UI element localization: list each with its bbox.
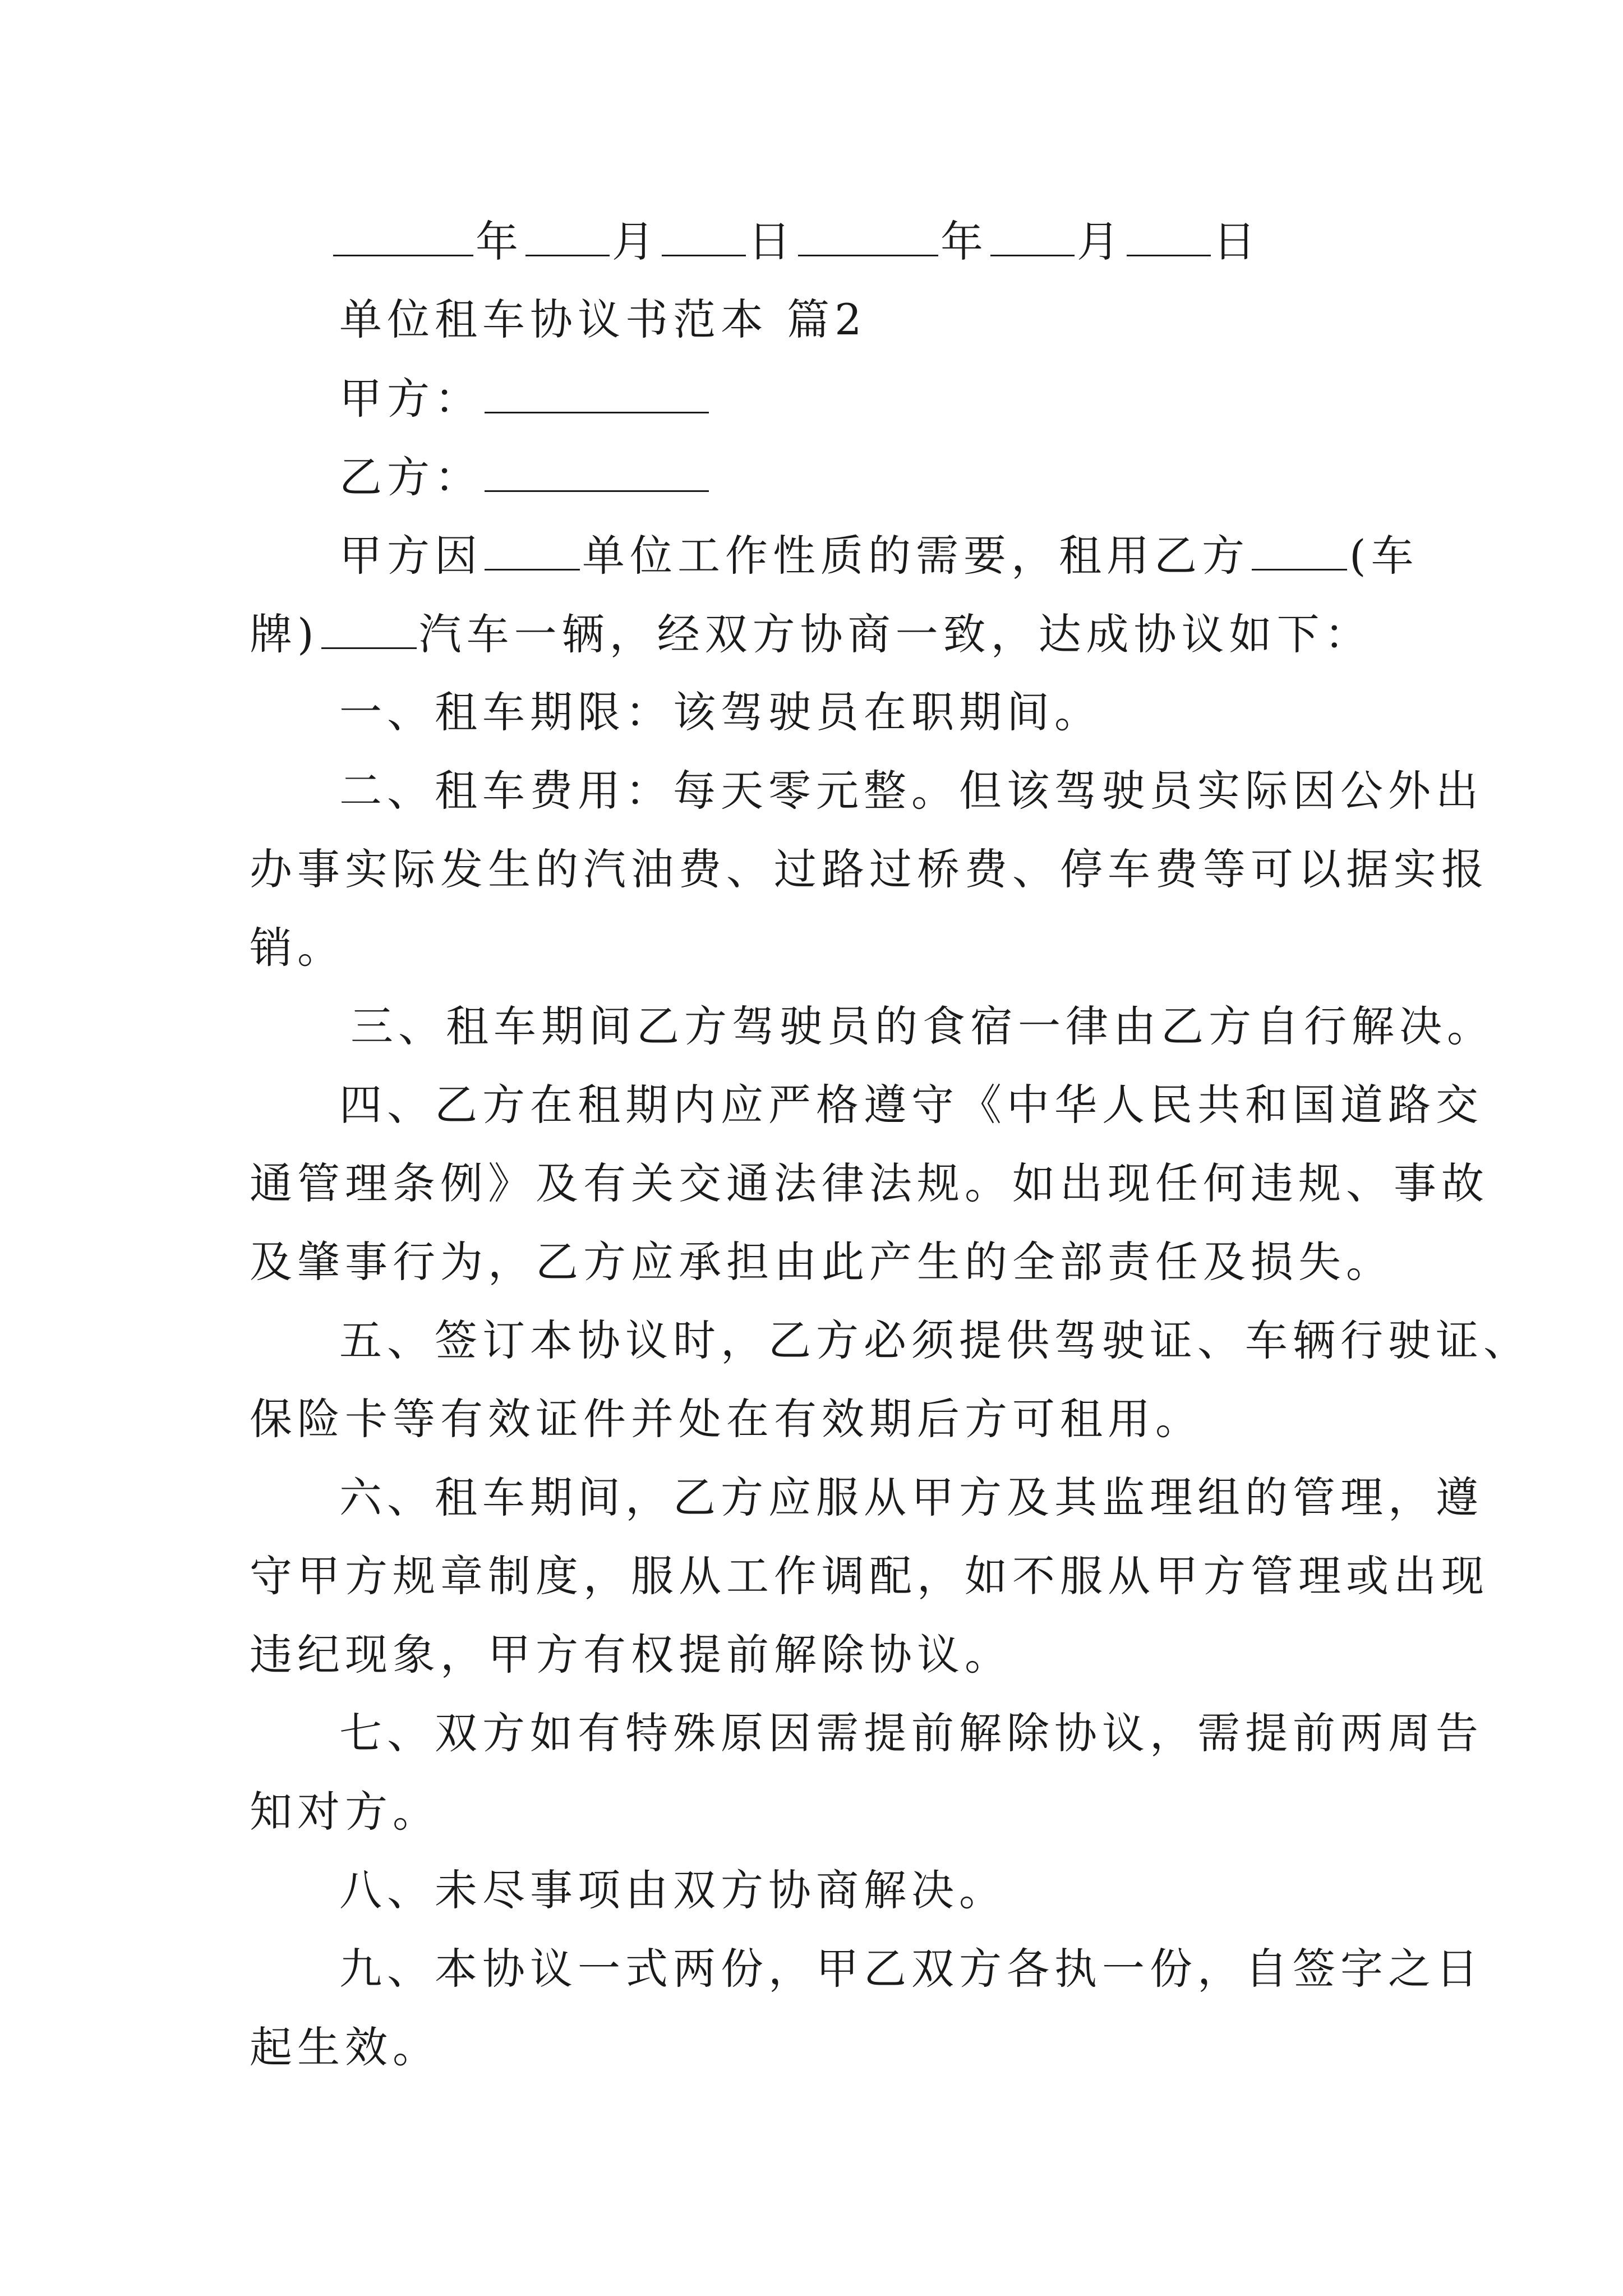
day-blank-1 [662, 220, 746, 256]
clause-6-line-3: 违纪现象，甲方有权提前解除协议。 [250, 1630, 1012, 1680]
clause-4-line-3: 及肇事行为，乙方应承担由此产生的全部责任及损失。 [250, 1237, 1394, 1287]
intro-line-2 [250, 609, 1372, 659]
party-b-label: 乙方： [339, 452, 482, 502]
month-blank-1 [525, 220, 610, 256]
unit-blank [485, 534, 580, 570]
year-blank-2 [798, 220, 938, 256]
clause-2-line-1: 二、租车费用：每天零元整。但该驾驶员实际因公外出 [339, 766, 1483, 816]
clause-4-line-1: 四、乙方在租期内应严格遵守《中华人民共和国道路交 [339, 1080, 1483, 1130]
clause-3-line-1: 三、租车期间乙方驾驶员的食宿一律由乙方自行解决。 [351, 1001, 1495, 1051]
clause-9-line-1: 九、本协议一式两份，甲乙双方各执一份，自签字之日 [339, 1944, 1483, 1994]
clause-6-line-1: 六、租车期间，乙方应服从甲方及其监理组的管理，遵 [339, 1473, 1483, 1522]
month-label-1: 月 [612, 217, 660, 266]
clause-7-line-2: 知对方。 [250, 1787, 440, 1837]
intro-text-5: 汽车一辆，经双方协商一致，达成协议如下： [418, 609, 1372, 659]
clause-2-line-2: 办事实际发生的汽油费、过路过桥费、停车费等可以据实报 [250, 844, 1489, 894]
party-a-blank [485, 377, 709, 413]
intro-text-2: 单位工作性质的需要，租用乙方 [582, 531, 1249, 581]
intro-line-1 [339, 531, 1419, 581]
intro-text-4: 牌) [250, 609, 319, 659]
clause-2-line-3: 销。 [250, 923, 345, 973]
clause-5-line-2: 保险卡等有效证件并处在有效期后方可租用。 [250, 1394, 1203, 1444]
day-blank-2 [1127, 220, 1211, 256]
month-blank-2 [990, 220, 1075, 256]
plate-blank [321, 613, 417, 649]
party-a-line [339, 374, 711, 424]
day-label-2: 日 [1213, 217, 1261, 266]
clause-5-line-1: 五、签订本协议时，乙方必须提供驾驶证、车辆行驶证、 [339, 1315, 1531, 1365]
intro-text-1: 甲方因 [339, 531, 482, 581]
month-label-2: 月 [1077, 217, 1124, 266]
year-label-2: 年 [940, 217, 988, 266]
clause-9-line-2: 起生效。 [250, 2022, 440, 2072]
signature-date-line [331, 217, 1261, 266]
clause-6-line-2: 守甲方规章制度，服从工作调配，如不服从甲方管理或出现 [250, 1551, 1489, 1601]
clause-7-line-1: 七、双方如有特殊原因需提前解除协议，需提前两周告 [339, 1708, 1483, 1758]
clause-4-line-2: 通管理条例》及有关交通法律法规。如出现任何违规、事故 [250, 1158, 1489, 1208]
year-label-1: 年 [476, 217, 523, 266]
intro-text-3: (车 [1349, 531, 1419, 581]
day-label-1: 日 [748, 217, 796, 266]
party-b-name-blank [1252, 534, 1347, 570]
clause-1-line-1: 一、租车期限：该驾驶员在职期间。 [339, 687, 1102, 737]
party-b-line [339, 452, 711, 502]
year-blank-1 [333, 220, 473, 256]
party-b-blank [485, 455, 709, 492]
party-a-label: 甲方： [339, 374, 482, 424]
document-title: 单位租车协议书范本 篇2 [339, 295, 867, 344]
clause-8-line-1: 八、未尽事项由双方协商解决。 [339, 1865, 1007, 1915]
